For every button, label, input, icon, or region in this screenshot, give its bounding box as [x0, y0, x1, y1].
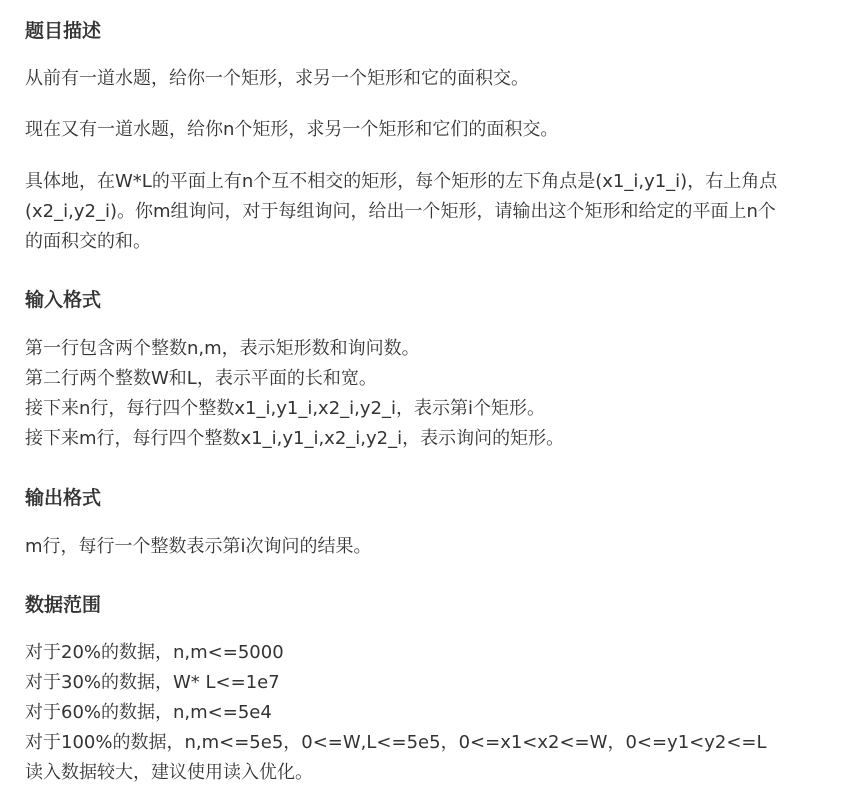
data-range-line: 对于60%的数据，n,m<=5e4 — [25, 702, 272, 723]
description-line: 具体地，在W*L的平面上有n个互不相交的矩形，每个矩形的左下角点是(x1_i,y1_i)，右上角点 — [25, 171, 778, 192]
input-format-heading: 输入格式 — [25, 289, 102, 311]
description-line: 的面积交的和。 — [25, 231, 151, 252]
data-range-line: 读入数据较大，建议使用读入优化。 — [25, 762, 313, 783]
output-format-body — [25, 532, 372, 562]
description-paragraph-1 — [25, 64, 529, 94]
output-format-line: m行，每行一个整数表示第i次询问的结果。 — [25, 536, 372, 557]
data-range-line: 对于20%的数据，n,m<=5000 — [25, 642, 284, 663]
output-format-heading: 输出格式 — [25, 487, 102, 509]
description-line: (x2_i,y2_i)。你m组询问，对于每组询问，给出一个矩形，请输出这个矩形和给定的平面上n个 — [25, 201, 776, 222]
description-line: 现在又有一道水题，给你n个矩形，求另一个矩形和它们的面积交。 — [25, 119, 559, 140]
description-heading: 题目描述 — [25, 20, 102, 42]
data-range-body — [25, 638, 767, 788]
data-range-heading: 数据范围 — [25, 594, 102, 616]
input-format-line: 第二行两个整数W和L，表示平面的长和宽。 — [25, 368, 377, 389]
input-format-line: 接下来n行，每行四个整数x1_i,y1_i,x2_i,y2_i，表示第i个矩形。 — [25, 398, 545, 419]
description-paragraph-3 — [25, 167, 777, 257]
data-range-line: 对于100%的数据，n,m<=5e5，0<=W,L<=5e5，0<=x1<x2<=W，0<=y1<y2<=L — [25, 732, 767, 753]
input-format-line: 接下来m行，每行四个整数x1_i,y1_i,x2_i,y2_i，表示询问的矩形。 — [25, 428, 565, 449]
input-format-body — [25, 334, 564, 454]
description-paragraph-2 — [25, 115, 558, 145]
input-format-line: 第一行包含两个整数n,m，表示矩形数和询问数。 — [25, 338, 420, 359]
data-range-line: 对于30%的数据，W* L<=1e7 — [25, 672, 280, 693]
description-line: 从前有一道水题，给你一个矩形，求另一个矩形和它的面积交。 — [25, 68, 529, 89]
